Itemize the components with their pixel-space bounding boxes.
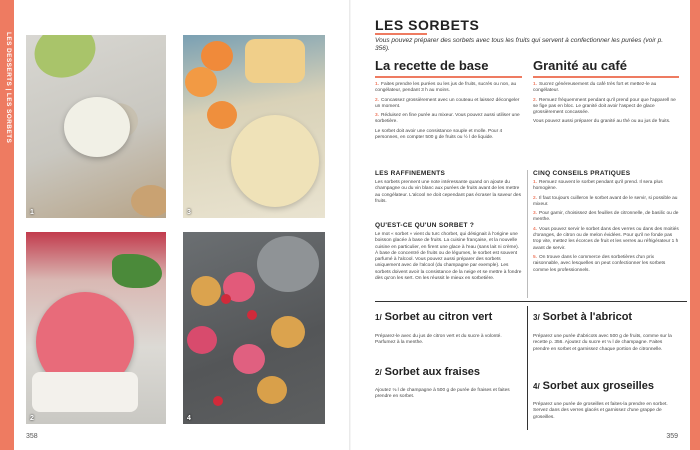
photo-strawberry-sorbet [26,232,166,424]
page-number-left: 358 [26,433,38,440]
page-title: LES SORBETS [375,17,480,33]
sorbet-cookie-shape-2 [187,326,217,354]
step: 1. Sucrez généreusement du café très fort et mettez-le au congélateur. [533,82,657,94]
redcurrant-shape-2 [247,310,257,320]
conseil: 5. On trouve dans le commerce des sorbetières d'un prix raisonnable, avec lesquelles on peut confectionner les sorbets comme les professionnels. [533,254,666,273]
conseil: 1. Remuez souvent le sorbet pendant qu'il prend. Il sera plus homogène. [533,180,663,192]
ginger-shape [131,185,166,217]
recette-steps [375,82,522,144]
photo-number: 3 [187,209,191,216]
sorbet-scoop-shape [64,97,130,157]
recette-note: Le sorbet doit avoir une consistance souple et molle. Pour 4 personnes, en compter 500 g de fruits ou ½ l de liquide. [375,128,503,141]
recipe-title: 1/ Sorbet au citron vert [375,311,493,323]
title-rule [375,33,427,35]
intro-text: Vous pouvez préparer des sorbets avec tous les fruits qui servent à confectionner les purées (voir p. 356). [375,37,664,52]
ramekin-base-shape [32,372,138,412]
page-number-right: 359 [666,433,678,440]
recette-rule [375,76,522,78]
apricot-shape-3 [207,101,237,129]
recipe-text: Ajoutez ⅛ l de champagne à 500 g de purée de fraises et faites prendre en sorbet. [375,388,510,400]
sorbet-bowl-shape [231,115,319,207]
sorbet-cookie-shape-3 [233,344,265,374]
photo-redcurrant-sorbet [183,232,325,424]
recipe-text: Préparez une purée d'abricots avec 500 g de fruits, comme sur la recette p. 356. Ajoutez du sucre et ⅛ l de champagne. Faites prendre en sorbet et garnissez chaque portion de citronnelle. [533,334,672,352]
cookie-shape [191,276,221,306]
sieve-shape [257,236,319,292]
granite-note: Vous pouvez aussi préparer du granité au thé ou au jus de fruits. [533,119,671,125]
apricot-shape [201,41,233,71]
lime-slice-shape [27,35,103,86]
section-divider [375,301,687,302]
apricot-shape-2 [185,67,217,97]
step: 2. Remuez fréquemment pendant qu'il prend pour que l'apparell ne se fige pas en bloc. Le granité doit avoir l'aspect de glace grossièrement concassée. [533,97,676,116]
recipe-text: Préparez une purée de groseilles et faites-la prendre en sorbet. Servez dans des verres glacés et garnissez d'une grappe de groseilles. [533,402,668,420]
redcurrant-shape [221,294,231,304]
quest-text: Le mot « sorbet » vient du turc chorbet, qui désignait à l'origine une boisson glacée à base de fruits. La cuisine française, et la nouvelle cuisine en particulier, en firent une glace à l'eau (sans lait ni crème). À base de concentré de fruits ou de légumes, le sorbet est souvent parfumé à l'alcool. Vous pouvez aussi préparer des sorbets uniquement avec de l'alcool (du champagne par exemple). Les sorbets doivent avoir la consistance de la neige et se mettre à fondre dès qu'on les sert. On les réussit le mieux en sorbetière. [375,232,522,282]
raffinements-text: Les sorbets prennent une note intéressante quand on ajoute du champagne ou du vin blanc aux purées de fruits avant de les mettre au congélateur. L'alcool ne doit cependant pas écraser la saveur des fruits. [375,180,521,204]
redcurrant-shape-3 [213,396,223,406]
recette-heading: La recette de base [375,58,489,73]
recipe-title: 2/ Sorbet aux fraises [375,366,481,378]
conseils-list [533,180,679,277]
recipe-title: 4/ Sorbet aux groseilles [533,380,654,392]
cookie-shape-2 [271,316,305,348]
running-head-text: LES DESSERTS | LES SORBETS [5,32,12,144]
photo-lime-sorbet [26,35,166,218]
quest-title: QU'EST-CE QU'UN SORBET ? [375,222,475,229]
right-accent-strip [690,0,700,450]
granite-heading: Granité au café [533,58,627,73]
photo-number: 2 [30,415,34,422]
conseil: 3. Pour garnir, choisissez des feuilles de citronnelle, de basilic ou de menthe. [533,211,679,223]
step: 2. Concassez grossièrement avec un couteau et laissez décongeler un moment. [375,97,520,109]
photo-number: 1 [30,209,34,216]
recipe-title: 3/ Sorbet à l'abricot [533,311,633,323]
granite-rule [533,76,679,78]
conseil: 2. Il faut toujours cuilleron le sorbet avant de le servir, si possible au mixeur. [533,195,678,207]
mint-leaves-shape [112,254,162,288]
granite-steps [533,82,679,129]
step: 3. Réduisez en fine purée au mixeur. Vous pouvez aussi utiliser une sorbetière. [375,113,520,125]
right-page [351,0,700,450]
conseils-title: CINQ CONSEILS PRATIQUES [533,170,631,177]
column-divider [527,170,528,298]
cookie-shape-3 [257,376,287,404]
running-head [3,32,12,172]
raffinements-title: LES RAFFINEMENTS [375,170,446,177]
photo-apricot-sorbet [183,35,325,218]
dried-apricots-shape [245,39,305,83]
recipe-text: Préparez-le avec du jus de citron vert et du sucre à volonté. Parfumez à la menthe. [375,334,502,346]
conseil: 4. Vous pouvez servir le sorbet dans des verres ou dans des moitiés d'oranges, de citron ou de melon évidées. Pour qu'il ne fonde pas trop vite, mettez les écorces de fruit et les verres au réfrigérateur 1 h avant de servir. [533,226,679,251]
photo-number: 4 [187,415,191,422]
left-page [0,0,349,450]
step: 1. Faites prendre les purées ou les jus de fruits, sucrés ou non, au congélateur, pendant 3 h au moins. [375,82,517,94]
recipes-column-divider [527,306,528,430]
